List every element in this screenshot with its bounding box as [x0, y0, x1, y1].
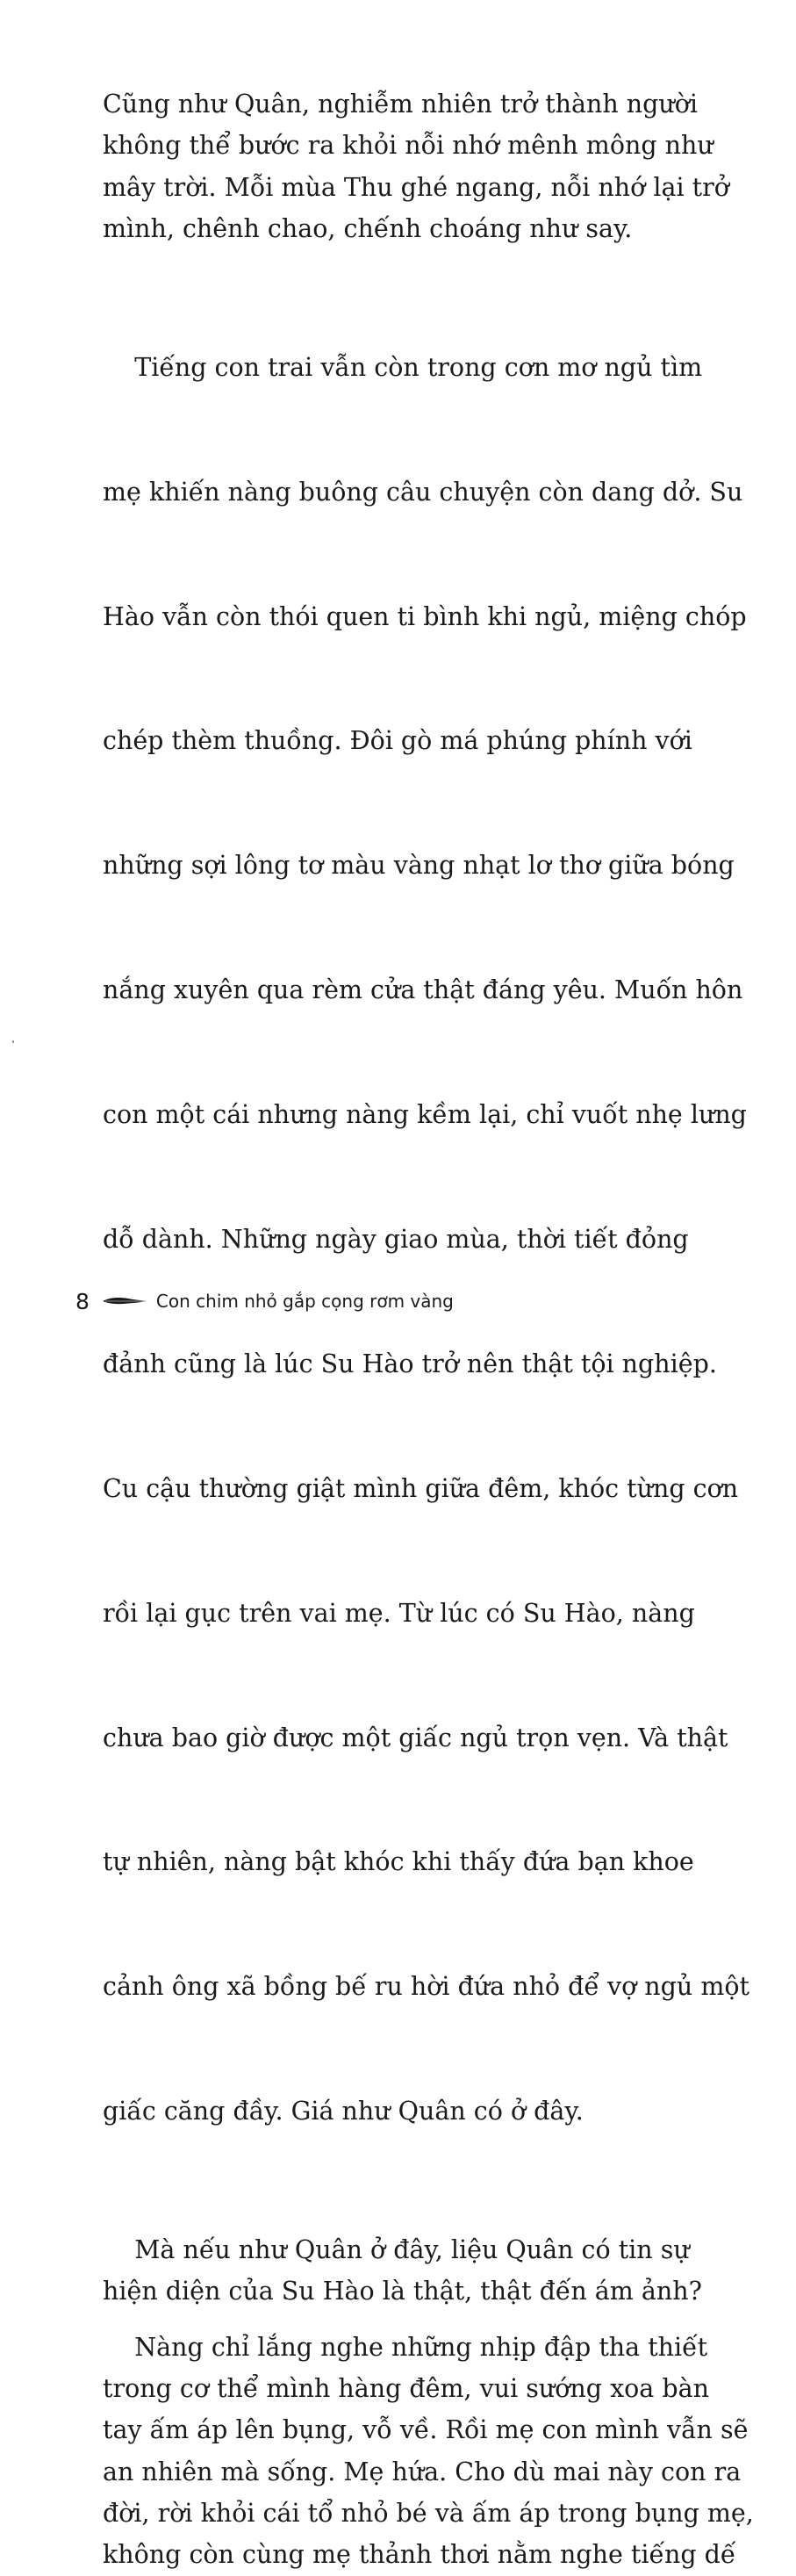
paragraph	[103, 263, 749, 2215]
text-line: con một cái nhưng nàng kềm lại, chỉ vuốt nhẹ lưng	[103, 1100, 747, 1130]
text-line: Tiếng con trai vẫn còn trong cơn mơ ngủ tìm	[103, 352, 703, 382]
text-line: trong cơ thể mình hàng đêm, vui sướng xoa bàn	[103, 2374, 709, 2404]
paragraph	[103, 2327, 754, 2576]
text-line: cảnh ông xã bồng bế ru hời đứa nhỏ để vợ ngủ một	[103, 1972, 749, 2002]
text-line: đảnh cũng là lúc Su Hào trở nên thật tội nghiệp.	[103, 1349, 717, 1378]
text-line: mây trời. Mỗi mùa Thu ghé ngang, nỗi nhớ lại trở	[103, 172, 729, 202]
paragraph-gap	[103, 2313, 708, 2327]
text-line: dỗ dành. Những ngày giao mùa, thời tiết đỏng	[103, 1225, 689, 1255]
book-title: Con chim nhỏ gắp cọng rơm vàng	[155, 1291, 454, 1312]
body-text	[103, 83, 754, 2576]
text-line: nắng xuyên qua rèm cửa thật đáng yêu. Muốn hôn	[103, 975, 743, 1005]
text-line: những sợi lông tơ màu vàng nhạt lơ thơ giữa bóng	[103, 851, 735, 881]
text-line: không thể bước ra khỏi nỗi nhớ mênh mông như	[103, 131, 714, 161]
text-line: giấc căng đầy. Giá như Quân có ở đây.	[103, 2097, 584, 2126]
text-line: rồi lại gục trên vai mẹ. Từ lúc có Su Hào, nàng	[103, 1598, 695, 1628]
text-line: đời, rời khỏi cái tổ nhỏ bé và ấm áp trong bụng mẹ,	[103, 2498, 754, 2528]
text-line: mẹ khiến nàng buông câu chuyện còn dang dở. Su	[103, 477, 743, 507]
text-line: hiện diện của Su Hào là thật, thật đến ám ảnh?	[103, 2277, 702, 2306]
paragraph-gap	[103, 249, 708, 263]
text-line: mình, chênh chao, chếnh choáng như say.	[103, 213, 633, 243]
text-line: tay ấm áp lên bụng, vỗ về. Rồi mẹ con mình vẫn sẽ	[103, 2415, 749, 2445]
text-line: Cu cậu thường giật mình giữa đêm, khóc từng cơn	[103, 1473, 739, 1503]
text-line: Mà nếu như Quân ở đây, liệu Quân có tin sự	[103, 2235, 690, 2265]
text-line: Nàng chỉ lắng nghe những nhịp đập tha thiết	[103, 2332, 708, 2362]
text-line: chưa bao giờ được một giấc ngủ trọn vẹn. Và thật	[103, 1723, 728, 1752]
text-line: tự nhiên, nàng bật khóc khi thấy đứa bạn khoe	[103, 1847, 694, 1877]
paragraph	[103, 2229, 708, 2313]
text-line: Hào vẫn còn thói quen ti bình khi ngủ, miệng chóp	[103, 601, 747, 631]
text-line: chép thèm thuồng. Đôi gò má phúng phính với	[103, 726, 692, 756]
text-line: Cũng như Quân, nghiễm nhiên trở thành người	[103, 90, 699, 119]
text-line: không còn cùng mẹ thảnh thơi nằm nghe tiếng dế	[103, 2540, 736, 2570]
page-number: 8	[75, 1288, 90, 1314]
paragraph-gap	[103, 2215, 708, 2229]
feather-icon	[102, 1296, 147, 1306]
scan-speck	[12, 1040, 14, 1043]
paragraph	[103, 83, 729, 249]
page-footer	[75, 1284, 454, 1319]
text-line: an nhiên mà sống. Mẹ hứa. Cho dù mai này con ra	[103, 2457, 742, 2486]
